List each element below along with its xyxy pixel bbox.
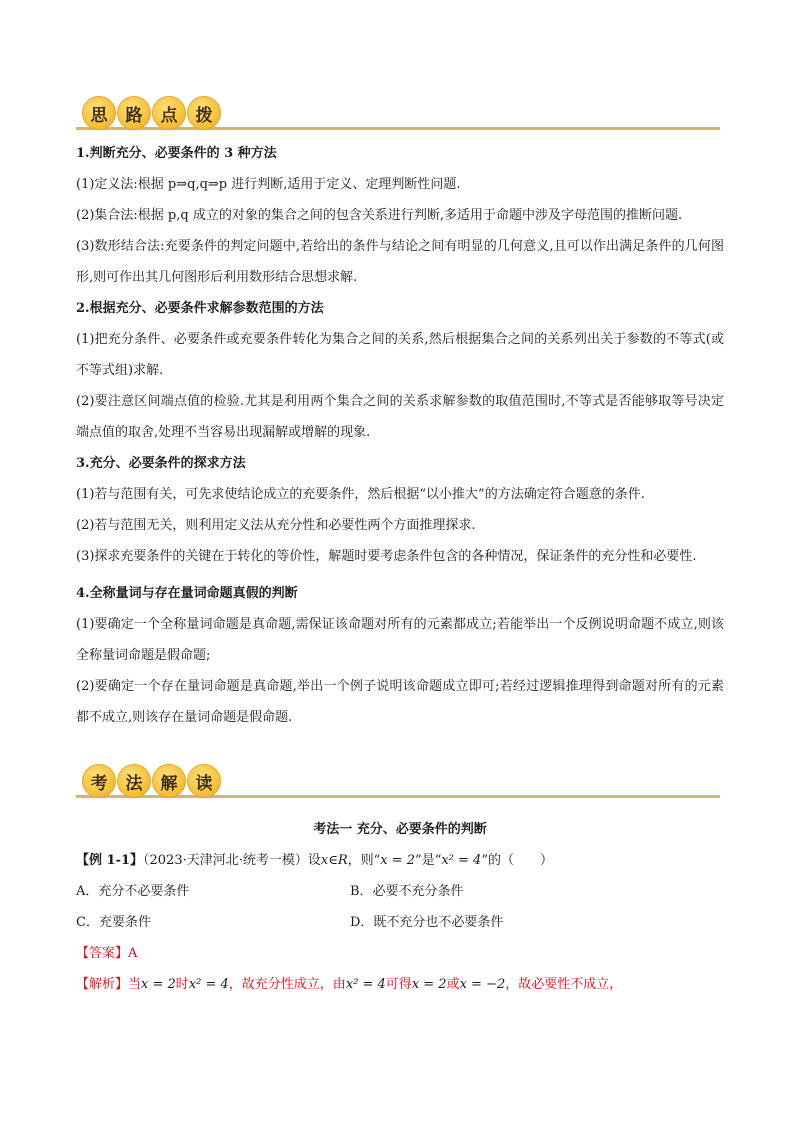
analysis-label: 【解析】 — [76, 977, 129, 992]
method-content — [76, 814, 724, 1000]
section-title: 4.全称量词与存在量词命题真假的判断 — [76, 586, 298, 601]
paragraph: (1)若与范围有关，可先求使结论成立的充要条件，然后根据“以小推大”的方法确定符合题意的条件. — [76, 487, 645, 502]
math-cond2: x² = 4 — [441, 853, 482, 868]
paragraph: (2)集合法:根据 p,q 成立的对象的集合之间的包含关系进行判断,多适用于命题中涉及字母范围的推断问题. — [76, 208, 683, 223]
math-fragment: x² = 4 — [188, 977, 229, 992]
example-source: （2023·天津河北·统考一模）设 — [143, 853, 321, 868]
example-label: 【例 1-1】 — [76, 853, 144, 868]
text-fragment: 可得 — [385, 977, 412, 992]
banner-silu-dianbo — [76, 96, 720, 132]
option-c[interactable]: C．充要条件 — [76, 915, 151, 930]
paragraph: (2)若与范围无关，则利用定义法从充分性和必要性两个方面推理探求. — [76, 518, 476, 533]
text-fragment: ”的（ ） — [481, 853, 553, 868]
option-a[interactable]: A．充分不必要条件 — [76, 884, 190, 899]
banner-badges — [82, 764, 222, 798]
paragraph: (3)数形结合法:充要条件的判定问题中,若给出的条件与结论之间有明显的几何意义,且可以作出满足条件的几何图形,则可作出其几何图形后利用数形结合思想求解. — [76, 239, 724, 285]
paragraph: (2)要注意区间端点值的检验.尤其是利用两个集合之间的关系求解参数的取值范围时,不等式是否能够取等号决定端点值的取舍,处理不当容易出现漏解或增解的现象. — [76, 394, 724, 440]
banner-badge: 思 — [82, 96, 116, 130]
banner-badge: 读 — [187, 764, 221, 798]
banner-kaofa-jiedu — [76, 764, 720, 800]
example-question — [76, 845, 724, 876]
text-fragment: ，故充分性成立，由 — [228, 977, 346, 992]
answer: 【答案】A — [76, 946, 138, 961]
text-fragment: ，则“ — [347, 853, 381, 868]
banner-badge: 路 — [117, 96, 151, 130]
option-d[interactable]: D．既不充分也不必要条件 — [350, 915, 504, 930]
text-fragment: 时 — [175, 977, 189, 992]
banner-badge: 拨 — [187, 96, 221, 130]
section-title: 1.判断充分、必要条件的 3 种方法 — [76, 146, 277, 161]
math-fragment: x = −2 — [459, 977, 506, 992]
math-fragment: x = 2 — [141, 977, 176, 992]
analysis — [76, 969, 724, 1000]
options-row — [76, 907, 724, 938]
banner-badges — [82, 96, 222, 130]
banner-badge: 考 — [82, 764, 116, 798]
option-b[interactable]: B．必要不充分条件 — [350, 884, 464, 899]
section-title: 2.根据充分、必要条件求解参数范围的方法 — [76, 301, 324, 316]
paragraph: (1)定义法:根据 p⇒q,q⇒p 进行判断,适用于定义、定理判断性问题. — [76, 177, 461, 192]
banner-badge: 法 — [117, 764, 151, 798]
paragraph: (1)要确定一个全称量词命题是真命题,需保证该命题对所有的元素都成立;若能举出一个反例说明命题不成立,则该全称量词命题是假命题; — [76, 617, 724, 663]
tips-content — [76, 138, 724, 733]
paragraph: (1)把充分条件、必要条件或充要条件转化为集合之间的关系,然后根据集合之间的关系列出关于参数的不等式(或不等式组)求解. — [76, 332, 724, 378]
paragraph: (3)探求充要条件的关键在于转化的等价性，解题时要考虑条件包含的各种情况，保证条件的充分性和必要性. — [76, 549, 697, 564]
banner-badge: 点 — [152, 96, 186, 130]
math-fragment: x² = 4 — [345, 977, 386, 992]
text-fragment: 当 — [128, 977, 142, 992]
method-title: 考法一 充分、必要条件的判断 — [313, 822, 487, 837]
math-fragment: x = 2 — [411, 977, 447, 992]
text-fragment: 或 — [446, 977, 460, 992]
math-x-in-r: x∈R — [320, 853, 348, 868]
paragraph: (2)要确定一个存在量词命题是真命题,举出一个例子说明该命题成立即可;若经过逻辑推理得到命题对所有的元素都不成立,则该存在量词命题是假命题. — [76, 679, 724, 725]
text-fragment: ”是“ — [415, 853, 442, 868]
math-cond1: x = 2 — [380, 853, 416, 868]
text-fragment: ，故必要性不成立， — [505, 977, 623, 992]
banner-badge: 解 — [152, 764, 186, 798]
options-row — [76, 876, 724, 907]
section-title: 3.充分、必要条件的探求方法 — [76, 456, 246, 471]
